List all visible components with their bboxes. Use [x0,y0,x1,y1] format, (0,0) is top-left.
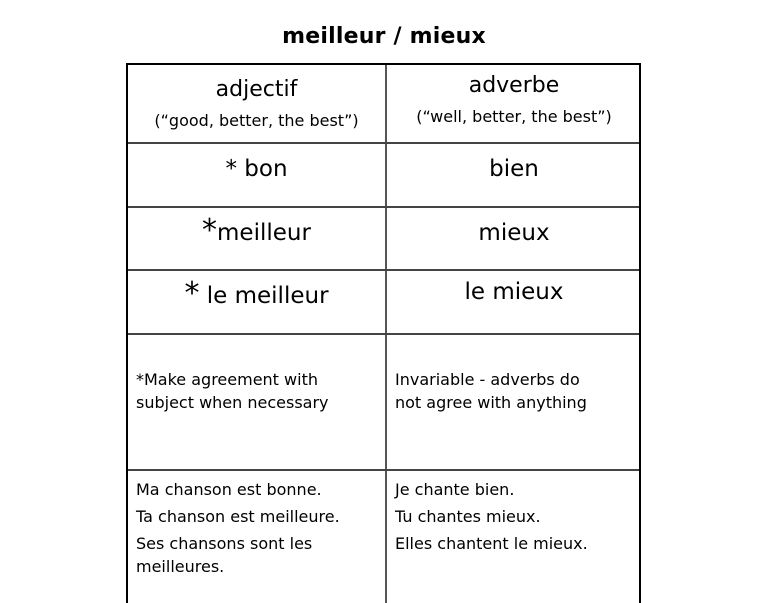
column-subheading: (“well, better, the best”) [416,107,612,126]
example-sentence: Je chante bien. [395,480,515,499]
adjectif-cell [128,276,385,311]
header-cell-adjectif [128,77,385,131]
examples-adverbe [387,476,641,557]
header-cell-adverbe [387,73,641,127]
adjectif-word: meilleur [217,220,311,246]
asterisk-marker: * [225,156,237,182]
example-sentence: meilleures. [136,557,225,576]
example-sentence: Tu chantes mieux. [395,507,541,526]
row-divider [128,142,639,144]
adjectif-word: le meilleur [199,283,329,309]
row-divider [128,269,639,271]
asterisk-marker: * [184,276,200,311]
adjectif-cell [128,213,385,248]
adjectif-word: bon [236,156,288,182]
example-sentence: Ma chanson est bonne. [136,480,322,499]
column-heading: adjectif [215,77,298,102]
note-line: not agree with anything [395,393,587,412]
example-sentence: Ta chanson est meilleure. [136,507,340,526]
note-line: Invariable - adverbs do [395,370,580,389]
adverbe-cell: le mieux [464,279,564,305]
adverbe-cell: bien [489,156,539,182]
row-divider [128,206,639,208]
row-divider [128,333,639,335]
example-sentence: Ses chansons sont les [136,534,313,553]
note-line: *Make agreement with [136,370,318,389]
asterisk-marker: * [202,213,218,248]
adjectif-cell [128,155,385,183]
examples-adjectif [128,476,385,578]
row-divider [128,469,639,471]
comparison-table [126,63,641,603]
column-subheading: (“good, better, the best”) [154,111,359,130]
adverbe-cell: mieux [478,220,550,246]
example-sentence: Elles chantent le mieux. [395,534,588,553]
note-adverbe [387,368,641,414]
column-heading: adverbe [468,73,560,98]
note-line: subject when necessary [136,393,329,412]
note-adjectif [128,368,385,414]
page-title: meilleur / mieux [282,24,486,49]
